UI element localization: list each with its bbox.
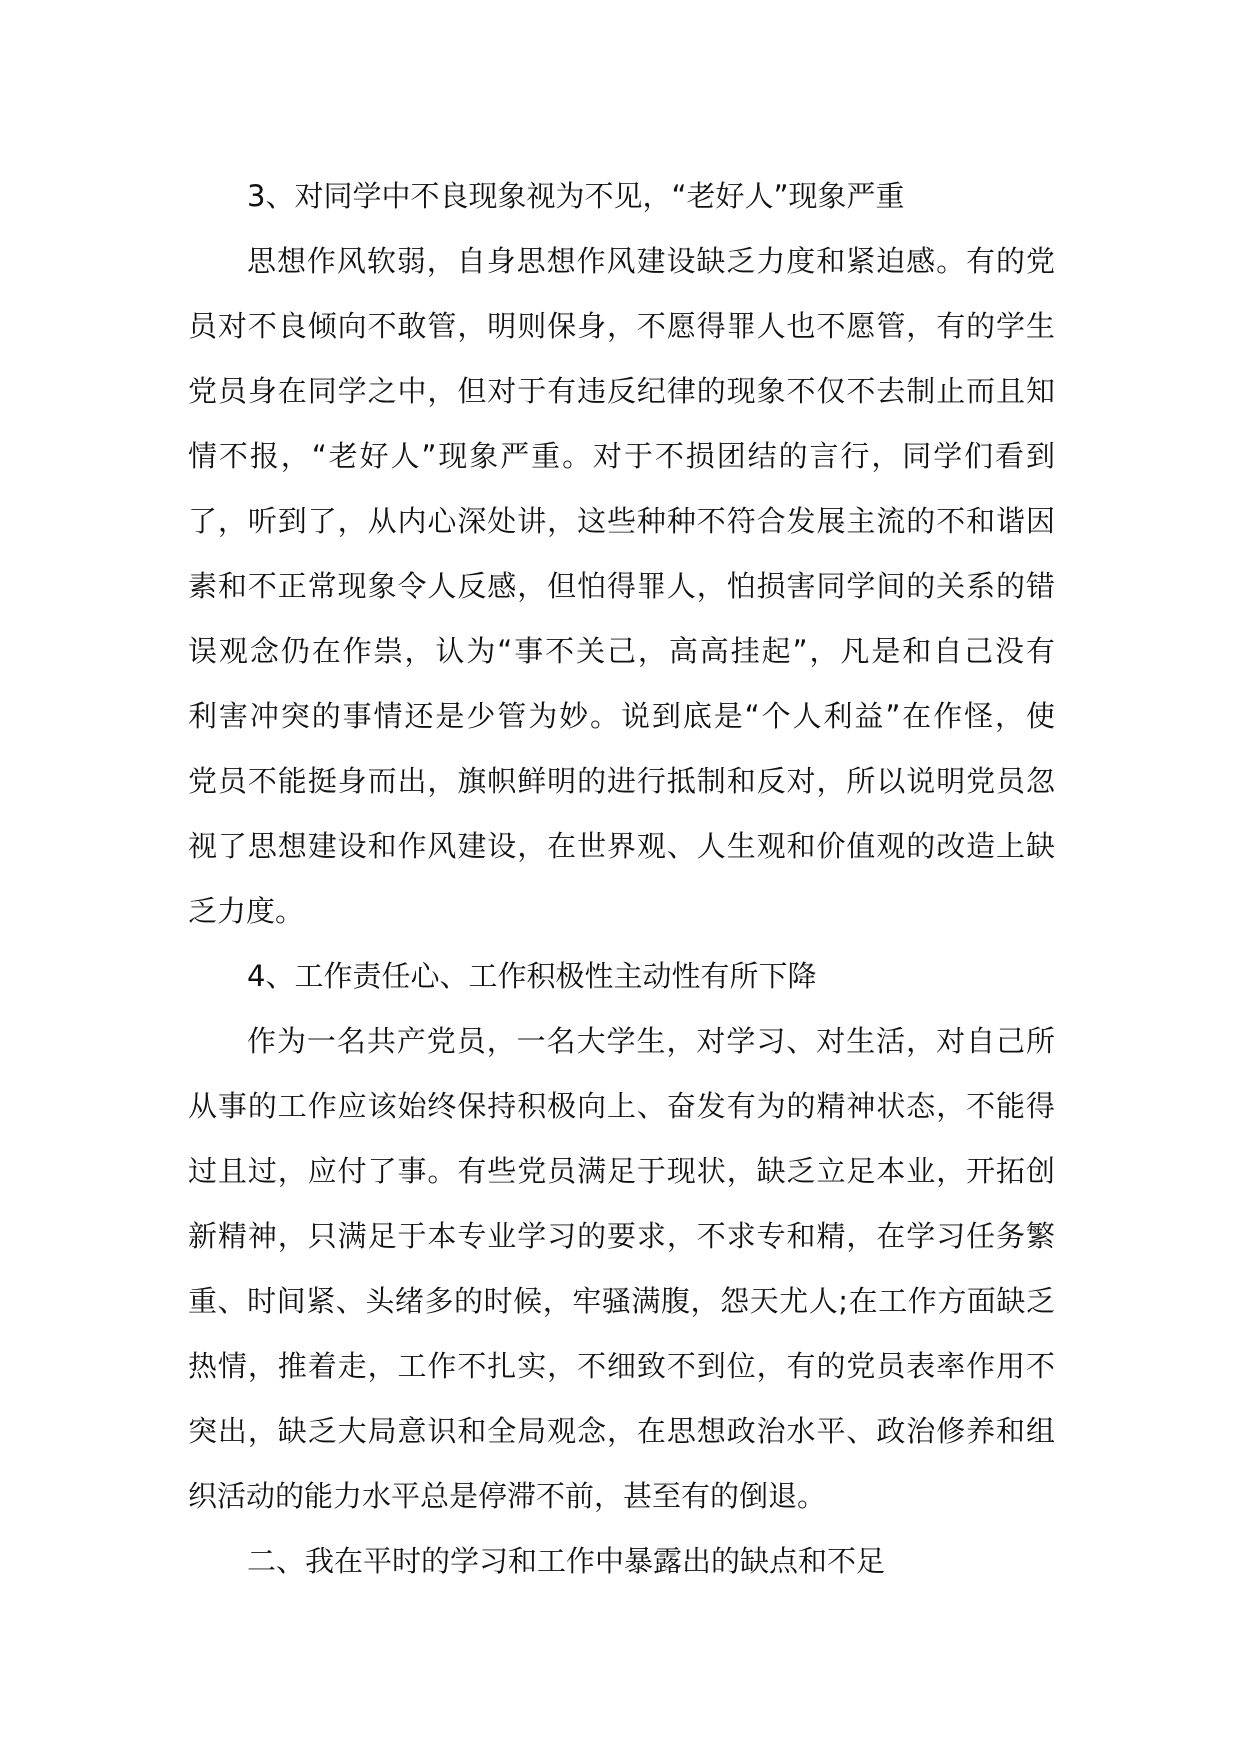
text-line: 从事的工作应该始终保持积极向上、奋发有为的精神状态，不能得 [188,1089,1055,1123]
document-body [188,164,1055,1594]
paragraph-responsibility [188,1009,1055,1529]
text-line: 素和不正常现象令人反感，但怕得罪人，怕损害同学间的关系的错 [188,569,1055,603]
text-line: 党员不能挺身而出，旗帜鲜明的进行抵制和反对，所以说明党员忽 [188,764,1055,798]
section-heading-4 [188,944,1055,1009]
text-line: 党员身在同学之中，但对于有违反纪律的现象不仅不去制止而且知 [188,374,1055,408]
text-line: 织活动的能力水平总是停滞不前，甚至有的倒退。 [188,1479,827,1513]
text-line: 过且过，应付了事。有些党员满足于现状，缺乏立足本业，开拓创 [188,1154,1055,1188]
heading-line: 3、对同学中不良现象视为不见，“老好人”现象严重 [247,179,905,213]
text-line: 重、时间紧、头绪多的时候，牢骚满腹，怨天尤人;在工作方面缺乏 [188,1284,1055,1318]
text-line: 新精神，只满足于本专业学习的要求，不求专和精，在学习任务繁 [188,1219,1055,1253]
text-line: 作为一名共产党员，一名大学生，对学习、对生活，对自己所 [247,1024,1055,1058]
text-line: 突出，缺乏大局意识和全局观念，在思想政治水平、政治修养和组 [188,1414,1055,1448]
text-line: 视了思想建设和作风建设，在世界观、人生观和价值观的改造上缺 [188,829,1055,863]
text-line: 了，听到了，从内心深处讲，这些种种不符合发展主流的不和谐因 [188,504,1055,538]
text-line: 误观念仍在作祟，认为“事不关己，高高挂起”，凡是和自己没有 [188,634,1055,668]
text-line: 情不报，“老好人”现象严重。对于不损团结的言行，同学们看到 [188,439,1055,473]
text-line: 员对不良倾向不敢管，明则保身，不愿得罪人也不愿管，有的学生 [188,309,1055,343]
section-heading-2 [188,1529,1055,1594]
heading-line: 二、我在平时的学习和工作中暴露出的缺点和不足 [247,1544,886,1578]
section-heading-3 [188,164,1055,229]
text-line: 思想作风软弱，自身思想作风建设缺乏力度和紧迫感。有的党 [247,244,1055,278]
paragraph-weak-style [188,229,1055,944]
text-line: 乏力度。 [188,894,305,928]
heading-line: 4、工作责任心、工作积极性主动性有所下降 [247,959,817,993]
text-line: 热情，推着走，工作不扎实，不细致不到位，有的党员表率作用不 [188,1349,1055,1383]
text-line: 利害冲突的事情还是少管为妙。说到底是“个人利益”在作怪，使 [188,699,1055,733]
